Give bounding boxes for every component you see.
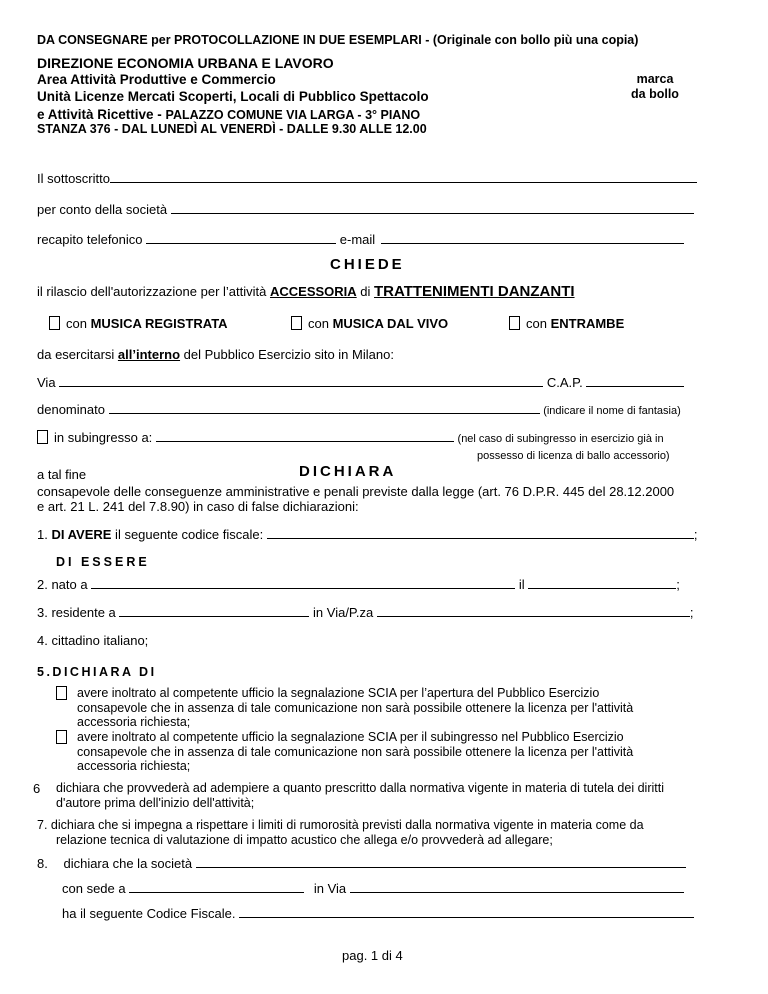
residence-street-field[interactable] [377,605,690,617]
item2-row: 2. nato a il ; [37,577,680,592]
office-address-b: PALAZZO COMUNE VIA LARGA - 3° PIANO [165,108,421,122]
declaration-intro-line1: consapevole delle conseguenze amministrative e penali previste dalla legge (art. 76 D.P.R. 445 del 28.12.2000 [37,484,675,499]
item8-row [37,856,686,871]
declaration-heading: DICHIARA [299,463,397,480]
email-label: e-mail [339,232,376,247]
phone-label: recapito telefonico [37,232,143,247]
item5-heading: 5.DICHIARA DI [37,665,157,679]
cap-label: C.A.P. [546,375,583,390]
top-note: DA CONSEGNARE per PROTOCOLLAZIONE IN DUE ESEMPLARI - (Originale con bollo più una copia) [37,33,639,47]
undersigned-field[interactable] [110,171,697,183]
checkbox-live-music[interactable] [291,316,302,330]
subentry-label: in subingresso a: [54,430,153,445]
checkbox-subentry[interactable] [37,430,48,444]
company-label: per conto della società [37,202,168,217]
email-field[interactable] [381,232,684,244]
item1-text: il seguente codice fiscale: [111,527,264,542]
subentry-hint-line1: (nel caso di subingresso in esercizio già in [457,433,664,445]
item7-line2: relazione tecnica di valutazione di impatto acustico che allega e/o provvederà ad allegare; [56,833,553,847]
option3-label: ENTRAMBE [550,316,625,331]
company-street-field[interactable] [350,881,684,893]
option-both[interactable] [509,316,624,331]
birthplace-field[interactable] [91,577,515,589]
cap-field[interactable] [586,375,684,387]
item8-seat-label: con sede a [62,881,126,896]
item5b-line2: consapevole che in assenza di tale comunicazione non sarà possibile ottenere la licenza per l'attività [77,745,634,759]
named-hint: (indicare il nome di fantasia) [543,405,681,417]
declaration-intro-line2: e art. 21 L. 241 del 7.8.90) in caso di false dichiarazioni: [37,499,359,514]
phone-field[interactable] [146,232,336,244]
di-essere-heading: DI ESSERE [56,555,150,569]
item5b-line3: accessoria richiesta; [77,759,191,773]
checkbox-recorded-music[interactable] [49,316,60,330]
item1-number: 1. [37,527,48,542]
location-inside: all’interno [117,347,181,362]
request-text-b: di [356,284,375,299]
item8-cf-label: ha il seguente Codice Fiscale. [62,906,236,921]
office-hours: STANZA 376 - DAL LUNEDÌ AL VENERDÌ - DALLE 9.30 ALLE 12.00 [37,122,427,136]
location-text-c: del Pubblico Esercizio sito in Milano: [180,347,394,362]
company-tax-code-field[interactable] [239,906,694,918]
item5a-line2: consapevole che in assenza di tale comunicazione non sarà possibile ottenere la licenza per l'attività [77,701,634,715]
company-city-field[interactable] [129,881,304,893]
office-unit: Unità Licenze Mercati Scoperti, Locali di Pubblico Spettacolo [37,89,429,104]
undersigned-label: Il sottoscritto [37,171,110,186]
item8-seat-row [62,881,684,896]
street-row [37,375,684,390]
request-text-a: il rilascio dell'autorizzazione per l’attività [37,284,270,299]
request-heading: CHIEDE [330,256,405,273]
request-line [37,283,575,300]
page-number: pag. 1 di 4 [342,948,403,963]
residence-city-field[interactable] [119,605,309,617]
item8-label: dichiara che la società [63,856,193,871]
office-title: DIREZIONE ECONOMIA URBANA E LAVORO [37,55,334,71]
office-address-a: e Attività Ricettive - [37,107,166,122]
option2-label: MUSICA DAL VIVO [332,316,449,331]
option1-label: MUSICA REGISTRATA [90,316,228,331]
location-line [37,347,394,362]
item5a-line1: avere inoltrato al competente ufficio la segnalazione SCIA per l’apertura del Pubblico Esercizio [77,686,600,700]
checkbox-both[interactable] [509,316,520,330]
item8-via-label: in Via [313,881,347,896]
item5a-line3: accessoria richiesta; [77,715,191,729]
item3-row: 3. residente a in Via/P.za ; [37,605,694,620]
request-accessory: ACCESSORIA [269,284,357,299]
request-activity: TRATTENIMENTI DANZANTI [374,283,575,300]
company-field[interactable] [171,202,694,214]
contact-row [37,232,684,247]
subentry-row [37,430,664,445]
item1-row: 1. DI AVERE il seguente codice fiscale: ; [37,527,698,542]
named-label: denominato [37,402,105,417]
item6-number: 6 [33,781,41,796]
item6-line2: d'autore prima dell'inizio dell'attività; [56,796,255,810]
office-area: Area Attività Produttive e Commercio [37,72,276,87]
checkbox-scia-opening[interactable] [56,686,67,700]
item2-il: il [518,577,525,592]
street-label: Via [37,375,56,390]
location-text-a: da esercitarsi [37,347,118,362]
subentry-hint-line2: possesso di licenza di ballo accessorio) [477,450,670,462]
named-row [37,402,681,417]
item2-label: 2. nato a [37,577,88,592]
checkbox-scia-subentry[interactable] [56,730,67,744]
item6-line1: dichiara che provvederà ad adempiere a quanto prescritto dalla normativa vigente in materia di tutela dei diritti [56,781,664,795]
option3-prefix: con [526,316,551,331]
item8-cf-row [62,906,694,921]
item7-line1: 7. dichiara che si impegna a rispettare i limiti di rumorosità previsti dalla normativa vigente in materia come da [37,818,644,832]
option1-prefix: con [66,316,91,331]
item5b-line1: avere inoltrato al competente ufficio la segnalazione SCIA per il subingresso nel Pubblico Esercizio [77,730,624,744]
item4-row: 4. cittadino italiano; [37,633,149,648]
birthdate-field[interactable] [528,577,676,589]
company-row [37,202,694,217]
option-recorded-music[interactable] [49,316,228,331]
item3-via: in Via/P.za [313,605,374,620]
tax-code-field[interactable] [267,527,694,539]
undersigned-row [37,171,697,186]
stamp-label-line1: marca [636,72,674,86]
street-field[interactable] [59,375,543,387]
named-field[interactable] [109,402,540,414]
item1-bold: DI AVERE [51,527,112,542]
option2-prefix: con [308,316,333,331]
company-name-field[interactable] [196,856,686,868]
subentry-field[interactable] [156,430,454,442]
purpose-label: a tal fine [37,467,87,482]
item8-number: 8. [37,856,48,871]
stamp-label-line2: da bollo [631,87,679,101]
option-live-music[interactable] [291,316,448,331]
item3-label: 3. residente a [37,605,116,620]
